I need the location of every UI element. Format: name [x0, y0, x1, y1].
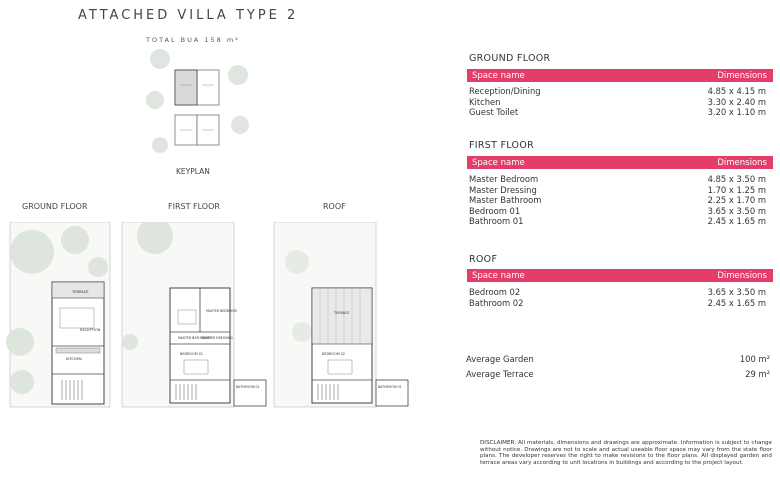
reception-room-label: RECEPTION: [80, 328, 101, 332]
table-row: Bathroom 02 2.45 x 1.65 m: [469, 297, 766, 308]
table-row: Reception/Dining 4.85 x 4.15 m: [469, 86, 766, 96]
average-terrace-value: 29 m²: [745, 369, 770, 379]
bedroom-01-label: BEDROOM 01: [180, 352, 204, 356]
average-garden-value: 100 m²: [739, 354, 770, 364]
roof-rows: [467, 287, 773, 308]
table-row: Kitchen 3.30 x 2.40 m: [469, 96, 766, 107]
roof-plan: [272, 222, 412, 410]
ground-floor-rows: [467, 86, 773, 118]
ground-floor-table-header: [467, 69, 773, 82]
average-garden-row: [466, 354, 770, 364]
dimensions-header: Dimensions: [717, 70, 767, 81]
bathroom-02-label: BATHROOM 02: [378, 385, 402, 389]
table-row: Guest Toilet 3.20 x 1.10 m: [469, 107, 766, 118]
table-row: Master Dressing 1.70 x 1.25 m: [469, 184, 766, 195]
total-bua: TOTAL BUA 158 m²: [146, 36, 240, 44]
ground-floor-plan: [0, 222, 118, 410]
first-floor-plan-label: FIRST FLOOR: [168, 202, 220, 211]
terrace-room-label: TERRACE: [72, 290, 89, 294]
space-name-header: Space name: [472, 157, 525, 168]
ground-floor-section-title: GROUND FLOOR: [469, 53, 551, 64]
average-terrace-label: Average Terrace: [466, 369, 534, 379]
first-floor-table-header: [467, 156, 773, 169]
kitchen-room-label: KITCHEN: [66, 357, 82, 361]
table-row: Bathroom 01 2.45 x 1.65 m: [469, 216, 766, 227]
page-title: ATTACHED VILLA TYPE 2: [78, 8, 299, 23]
first-floor-plan: [120, 222, 270, 410]
space-name-header: Space name: [472, 270, 525, 281]
dimensions-header: Dimensions: [717, 157, 767, 168]
master-bedroom-label: MASTER BEDROOM: [206, 309, 237, 313]
table-row: Bedroom 01 3.65 x 3.50 m: [469, 205, 766, 216]
table-row: Master Bedroom 4.85 x 3.50 m: [469, 174, 766, 184]
roof-table-header: [467, 269, 773, 282]
table-row: Bedroom 02 3.65 x 3.50 m: [469, 287, 766, 297]
keyplan-label: KEYPLAN: [176, 167, 210, 176]
ground-floor-plan-label: GROUND FLOOR: [22, 202, 88, 211]
master-bathroom-label: MASTER BATHROOM: [178, 336, 211, 340]
first-floor-section-title: FIRST FLOOR: [469, 140, 534, 151]
bedroom-02-label: BEDROOM 02: [322, 352, 346, 356]
roof-terrace-label: TERRACE: [334, 311, 350, 315]
keyplan-drawing: [140, 45, 250, 165]
first-floor-rows: [467, 174, 773, 227]
roof-plan-label: ROOF: [323, 202, 346, 211]
disclaimer-text: DISCLAIMER: All materials, dimensions and drawings are approximate. Information is subject to change without notice. Drawings are not to scale and actual useable floor space may vary from the state floor plans. The developer reserves the right to make revisions to the floor plans. All displayed garden and terrace areas vary according to unit locations in buildings and according to the project layout.: [480, 440, 772, 466]
average-terrace-row: [466, 369, 770, 379]
bathroom-01-label: BATHROOM 01: [236, 385, 260, 389]
table-row: Master Bathroom 2.25 x 1.70 m: [469, 195, 766, 206]
master-dressing-label: MASTER DRESSING: [202, 336, 233, 340]
roof-terrace-area: [312, 288, 372, 344]
roof-section-title: ROOF: [469, 254, 498, 265]
space-name-header: Space name: [472, 70, 525, 81]
average-garden-label: Average Garden: [466, 354, 534, 364]
dimensions-header: Dimensions: [717, 270, 767, 281]
keyplan-highlighted-unit: [175, 70, 197, 105]
